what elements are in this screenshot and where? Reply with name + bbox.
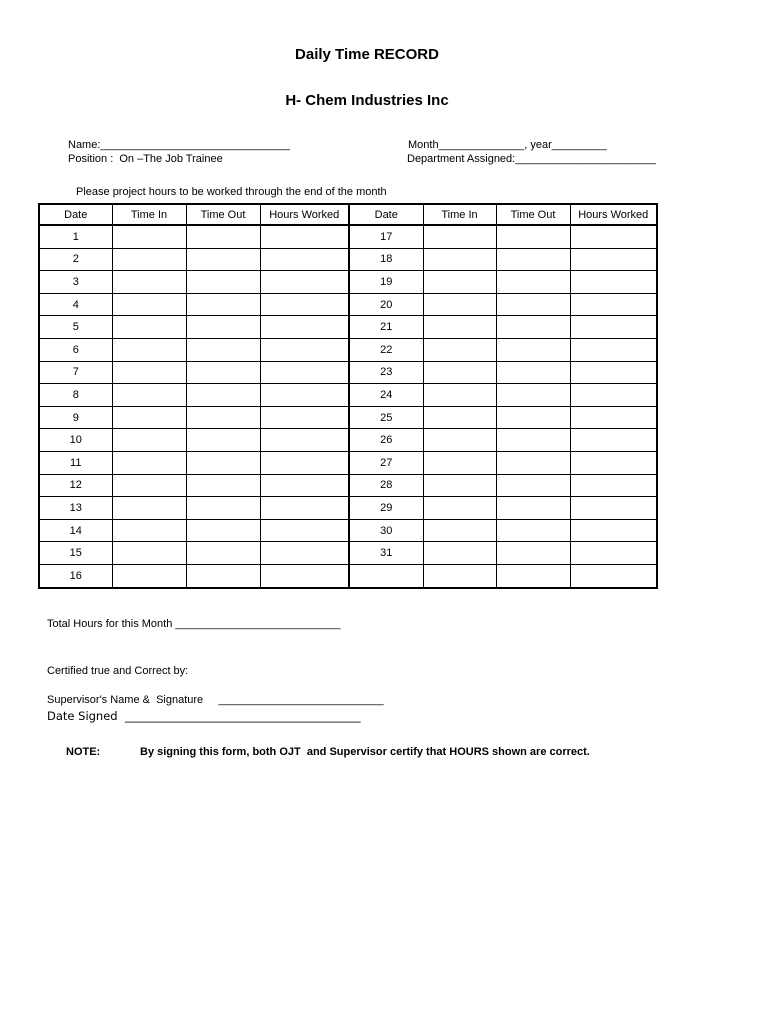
date-cell: 3 <box>39 271 112 294</box>
entry-cell[interactable] <box>570 542 657 565</box>
entry-cell[interactable] <box>423 384 496 407</box>
date-cell <box>349 564 423 587</box>
entry-cell[interactable] <box>260 564 349 587</box>
date-cell: 20 <box>349 293 423 316</box>
entry-cell[interactable] <box>186 384 260 407</box>
entry-cell[interactable] <box>186 497 260 520</box>
entry-cell[interactable] <box>423 406 496 429</box>
date-cell: 27 <box>349 451 423 474</box>
entry-cell[interactable] <box>260 451 349 474</box>
column-header: Hours Worked <box>260 204 349 225</box>
entry-cell[interactable] <box>570 429 657 452</box>
entry-cell[interactable] <box>112 542 186 565</box>
table-row <box>39 338 657 361</box>
position-field: Position : On –The Job Trainee <box>68 153 223 165</box>
table-row <box>39 316 657 339</box>
entry-cell[interactable] <box>423 451 496 474</box>
table-row <box>39 564 657 587</box>
table-row <box>39 429 657 452</box>
entry-cell[interactable] <box>496 225 570 248</box>
entry-cell[interactable] <box>186 338 260 361</box>
entry-cell[interactable] <box>186 316 260 339</box>
entry-cell[interactable] <box>186 248 260 271</box>
date-cell: 19 <box>349 271 423 294</box>
entry-cell[interactable] <box>112 225 186 248</box>
entry-cell[interactable] <box>112 271 186 294</box>
date-cell: 10 <box>39 429 112 452</box>
table-row <box>39 225 657 248</box>
entry-cell[interactable] <box>570 361 657 384</box>
entry-cell[interactable] <box>570 293 657 316</box>
entry-cell[interactable] <box>186 271 260 294</box>
date-cell: 22 <box>349 338 423 361</box>
entry-cell[interactable] <box>186 542 260 565</box>
entry-cell[interactable] <box>112 248 186 271</box>
entry-cell[interactable] <box>570 271 657 294</box>
entry-cell[interactable] <box>423 361 496 384</box>
entry-cell[interactable] <box>260 497 349 520</box>
entry-cell[interactable] <box>112 361 186 384</box>
entry-cell[interactable] <box>260 429 349 452</box>
entry-cell[interactable] <box>260 519 349 542</box>
table-row <box>39 293 657 316</box>
date-cell: 16 <box>39 564 112 587</box>
supervisor-signature-line: Supervisor's Name & Signature ___________________________ <box>47 694 384 706</box>
entry-cell[interactable] <box>186 361 260 384</box>
name-field: Name:_______________________________ <box>68 139 291 151</box>
entry-cell[interactable] <box>186 451 260 474</box>
entry-cell[interactable] <box>423 316 496 339</box>
entry-cell[interactable] <box>423 338 496 361</box>
entry-cell[interactable] <box>112 384 186 407</box>
date-cell: 15 <box>39 542 112 565</box>
department-field: Department Assigned:_______________________ <box>407 153 656 165</box>
entry-cell[interactable] <box>496 429 570 452</box>
date-cell: 25 <box>349 406 423 429</box>
entry-cell[interactable] <box>496 564 570 587</box>
note-text: By signing this form, both OJT and Supervisor certify that HOURS shown are correct. <box>140 746 590 758</box>
entry-cell[interactable] <box>570 316 657 339</box>
entry-cell[interactable] <box>112 451 186 474</box>
entry-cell[interactable] <box>423 248 496 271</box>
entry-cell[interactable] <box>496 542 570 565</box>
entry-cell[interactable] <box>112 406 186 429</box>
table-row <box>39 542 657 565</box>
certified-text: Certified true and Correct by: <box>47 665 189 677</box>
date-cell: 13 <box>39 497 112 520</box>
entry-cell[interactable] <box>496 271 570 294</box>
column-header: Time In <box>423 204 496 225</box>
entry-cell[interactable] <box>496 384 570 407</box>
entry-cell[interactable] <box>423 519 496 542</box>
entry-cell[interactable] <box>570 519 657 542</box>
entry-cell[interactable] <box>496 406 570 429</box>
entry-cell[interactable] <box>570 451 657 474</box>
date-cell: 30 <box>349 519 423 542</box>
entry-cell[interactable] <box>423 225 496 248</box>
entry-cell[interactable] <box>260 225 349 248</box>
entry-cell[interactable] <box>570 497 657 520</box>
date-cell: 8 <box>39 384 112 407</box>
date-cell: 2 <box>39 248 112 271</box>
table-row <box>39 271 657 294</box>
entry-cell[interactable] <box>260 384 349 407</box>
entry-cell[interactable] <box>496 248 570 271</box>
total-hours-line: Total Hours for this Month ___________________________ <box>47 618 341 630</box>
date-cell: 4 <box>39 293 112 316</box>
entry-cell[interactable] <box>423 474 496 497</box>
table-row <box>39 451 657 474</box>
instruction-text: Please project hours to be worked through the end of the month <box>76 186 387 198</box>
date-cell: 17 <box>349 225 423 248</box>
date-cell: 11 <box>39 451 112 474</box>
entry-cell[interactable] <box>423 564 496 587</box>
entry-cell[interactable] <box>260 338 349 361</box>
date-cell: 5 <box>39 316 112 339</box>
date-cell: 6 <box>39 338 112 361</box>
table-row <box>39 384 657 407</box>
month-year-field: Month______________, year_________ <box>408 139 607 151</box>
entry-cell[interactable] <box>112 338 186 361</box>
table-row <box>39 519 657 542</box>
table-body <box>39 225 657 588</box>
table-row <box>39 361 657 384</box>
entry-cell[interactable] <box>496 316 570 339</box>
column-header: Date <box>349 204 423 225</box>
date-cell: 1 <box>39 225 112 248</box>
entry-cell[interactable] <box>423 271 496 294</box>
column-header: Time Out <box>186 204 260 225</box>
entry-cell[interactable] <box>570 474 657 497</box>
entry-cell[interactable] <box>260 248 349 271</box>
entry-cell[interactable] <box>112 497 186 520</box>
entry-cell[interactable] <box>570 248 657 271</box>
date-cell: 21 <box>349 316 423 339</box>
date-cell: 23 <box>349 361 423 384</box>
date-cell: 7 <box>39 361 112 384</box>
entry-cell[interactable] <box>570 406 657 429</box>
table-header-row <box>39 204 657 225</box>
entry-cell[interactable] <box>423 542 496 565</box>
date-cell: 31 <box>349 542 423 565</box>
column-header: Time Out <box>496 204 570 225</box>
date-cell: 9 <box>39 406 112 429</box>
date-cell: 18 <box>349 248 423 271</box>
entry-cell[interactable] <box>496 451 570 474</box>
entry-cell[interactable] <box>570 338 657 361</box>
entry-cell[interactable] <box>186 406 260 429</box>
column-header: Hours Worked <box>570 204 657 225</box>
form-title: Daily Time RECORD <box>295 46 439 63</box>
table-row <box>39 406 657 429</box>
entry-cell[interactable] <box>496 361 570 384</box>
entry-cell[interactable] <box>112 474 186 497</box>
date-cell: 28 <box>349 474 423 497</box>
entry-cell[interactable] <box>112 429 186 452</box>
entry-cell[interactable] <box>496 293 570 316</box>
entry-cell[interactable] <box>260 406 349 429</box>
entry-cell[interactable] <box>260 271 349 294</box>
entry-cell[interactable] <box>112 519 186 542</box>
time-record-table <box>38 203 658 589</box>
entry-cell[interactable] <box>112 316 186 339</box>
date-cell: 14 <box>39 519 112 542</box>
entry-cell[interactable] <box>260 474 349 497</box>
entry-cell[interactable] <box>186 429 260 452</box>
note-label: NOTE: <box>66 746 101 758</box>
table-row <box>39 497 657 520</box>
date-cell: 24 <box>349 384 423 407</box>
date-cell: 12 <box>39 474 112 497</box>
entry-cell[interactable] <box>260 293 349 316</box>
date-cell: 29 <box>349 497 423 520</box>
entry-cell[interactable] <box>186 225 260 248</box>
entry-cell[interactable] <box>570 564 657 587</box>
entry-cell[interactable] <box>570 384 657 407</box>
entry-cell[interactable] <box>112 564 186 587</box>
entry-cell[interactable] <box>423 497 496 520</box>
entry-cell[interactable] <box>570 225 657 248</box>
table-row <box>39 248 657 271</box>
company-name: H- Chem Industries Inc <box>285 92 449 109</box>
entry-cell[interactable] <box>260 316 349 339</box>
entry-cell[interactable] <box>112 293 186 316</box>
entry-cell[interactable] <box>186 474 260 497</box>
entry-cell[interactable] <box>496 519 570 542</box>
column-header: Date <box>39 204 112 225</box>
entry-cell[interactable] <box>186 564 260 587</box>
date-signed-line: Date Signed _________________________________________ <box>47 709 361 723</box>
entry-cell[interactable] <box>423 429 496 452</box>
entry-cell[interactable] <box>496 497 570 520</box>
entry-cell[interactable] <box>423 293 496 316</box>
date-cell: 26 <box>349 429 423 452</box>
entry-cell[interactable] <box>186 519 260 542</box>
entry-cell[interactable] <box>260 542 349 565</box>
column-header: Time In <box>112 204 186 225</box>
entry-cell[interactable] <box>496 338 570 361</box>
entry-cell[interactable] <box>496 474 570 497</box>
entry-cell[interactable] <box>186 293 260 316</box>
table-row <box>39 474 657 497</box>
entry-cell[interactable] <box>260 361 349 384</box>
